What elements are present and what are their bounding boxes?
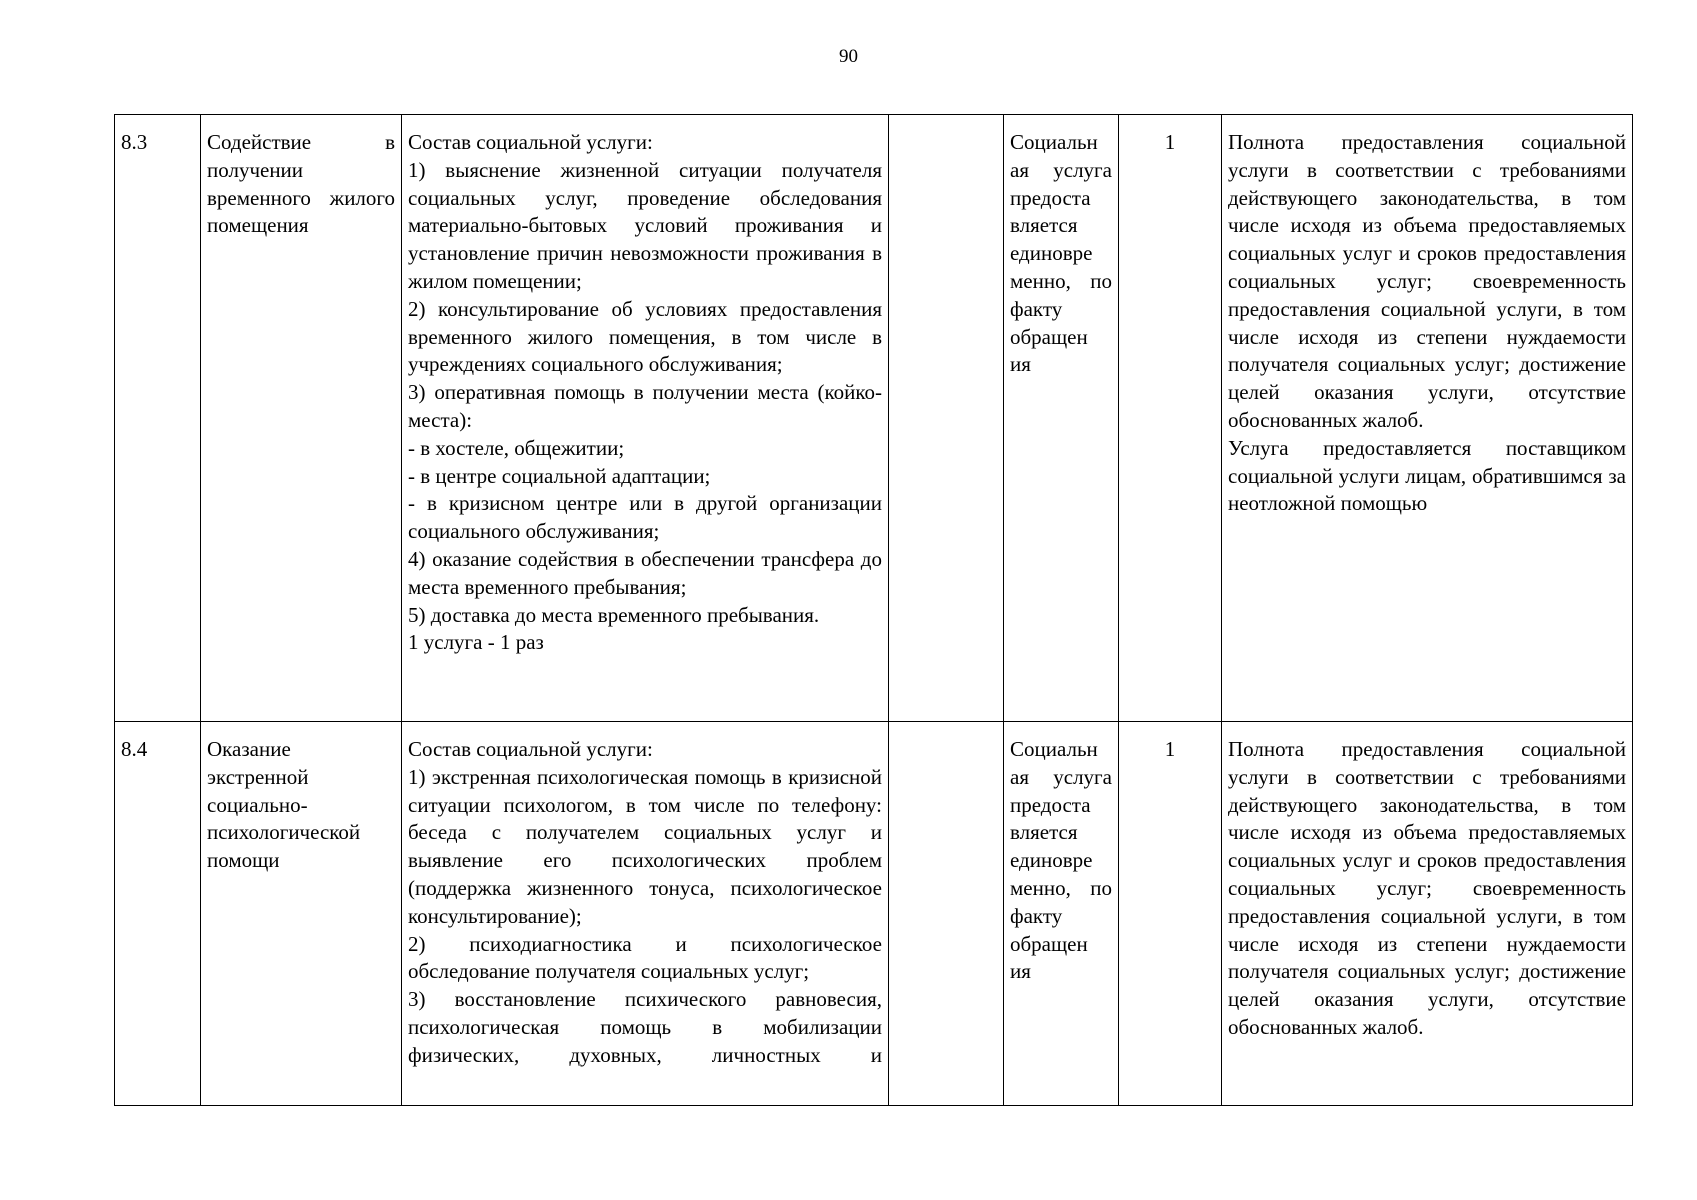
service-name-text: Содействие в получении временного жилого помещения bbox=[207, 130, 395, 238]
content-line: 5) доставка до места временного пребывания. bbox=[408, 602, 820, 627]
term-line: обращен bbox=[1010, 324, 1088, 349]
service-count: 1 bbox=[1119, 722, 1222, 1106]
service-content bbox=[402, 722, 889, 1106]
content-line: Состав социальной услуги: bbox=[408, 130, 653, 154]
term-line: вляется bbox=[1010, 820, 1078, 845]
term-line: предоста bbox=[1010, 185, 1091, 210]
term-line: единовре bbox=[1010, 241, 1093, 266]
term-line: ия bbox=[1010, 352, 1031, 377]
content-line: Состав социальной услуги: bbox=[408, 737, 653, 761]
criteria-paragraph: Полнота предоставления социальной услуги в соответствии с требованиями действующего законодательства, в том числе исходя из объема предоставляемых социальных услуг и сроков предоставления социальных услуг; своевременность предоставления социальной услуги, в том числе исходя из степени нуждаемости получателя социальных услуг; достижение целей оказания услуги, отсутствие обоснованных жалоб. bbox=[1228, 737, 1626, 1039]
content-line: 3) восстановление психического равновесия, психологическая помощь в мобилизации физических, духовных, личностных и bbox=[408, 987, 882, 1067]
content-line: - в центре социальной адаптации; bbox=[408, 463, 711, 488]
services-table bbox=[114, 114, 1633, 1106]
term-line: Социальн bbox=[1010, 737, 1098, 761]
term-line: менно, по bbox=[1010, 875, 1112, 900]
term-line: факту bbox=[1010, 903, 1063, 928]
quality-criteria bbox=[1222, 115, 1633, 722]
content-line: 3) оперативная помощь в получении места (койко-места): bbox=[408, 380, 882, 432]
term-line: ия bbox=[1010, 959, 1031, 984]
page-number: 90 bbox=[839, 46, 858, 67]
content-line: - в кризисном центре или в другой организации социального обслуживания; bbox=[408, 491, 882, 544]
service-name-text: Оказание экстренной социально-психологической помощи bbox=[207, 737, 361, 873]
table-row-8-3 bbox=[115, 115, 1633, 722]
extra-cell bbox=[889, 722, 1004, 1106]
content-line: 2) психодиагностика и психологическое обследование получателя социальных услуг; bbox=[408, 931, 882, 984]
service-number: 8.4 bbox=[115, 722, 201, 1106]
service-content bbox=[402, 115, 889, 722]
service-count: 1 bbox=[1119, 115, 1222, 722]
service-name bbox=[201, 722, 402, 1106]
term-line: обращен bbox=[1010, 931, 1088, 956]
criteria-paragraph: Полнота предоставления социальной услуги в соответствии с требованиями действующего законодательства, в том числе исходя из объема предоставляемых социальных услуг и сроков предоставления социальных услуг; своевременность предоставления социальной услуги, в том числе исходя из степени нуждаемости получателя социальных услуг; достижение целей оказания услуги, отсутствие обоснованных жалоб. bbox=[1228, 130, 1626, 432]
criteria-paragraph: Услуга предоставляется поставщиком социальной услуги лицам, обратившимся за неотложной помощью bbox=[1228, 435, 1626, 516]
term-line: единовре bbox=[1010, 848, 1093, 873]
service-name bbox=[201, 115, 402, 722]
service-term bbox=[1004, 115, 1119, 722]
content-line: 1 услуга - 1 раз bbox=[408, 630, 544, 655]
content-line: - в хостеле, общежитии; bbox=[408, 435, 625, 460]
term-line: ая услуга bbox=[1010, 157, 1112, 182]
term-line: факту bbox=[1010, 296, 1063, 321]
quality-criteria bbox=[1222, 722, 1633, 1106]
content-line: 2) консультирование об условиях предоставления временного жилого помещения, в том числе в учреждениях социального обслуживания; bbox=[408, 296, 882, 377]
content-line: 4) оказание содействия в обеспечении трансфера до места временного пребывания; bbox=[408, 546, 882, 599]
table-row-8-4 bbox=[115, 722, 1633, 1106]
term-line: менно, по bbox=[1010, 268, 1112, 293]
content-line: 1) выяснение жизненной ситуации получателя социальных услуг, проведение обследования материально-бытовых условий проживания и установление причин невозможности проживания в жилом помещении; bbox=[408, 157, 882, 293]
term-line: ая услуга bbox=[1010, 764, 1112, 789]
term-line: вляется bbox=[1010, 213, 1078, 238]
extra-cell bbox=[889, 115, 1004, 722]
service-number: 8.3 bbox=[115, 115, 201, 722]
term-line: предоста bbox=[1010, 792, 1091, 817]
service-term bbox=[1004, 722, 1119, 1106]
content-line: 1) экстренная психологическая помощь в кризисной ситуации психологом, в том числе по телефону: беседа с получателем социальных услуг и выявление его психологических проблем (поддержка жизненного тонуса, психологическое консультирование); bbox=[408, 764, 882, 928]
term-line: Социальн bbox=[1010, 130, 1098, 154]
